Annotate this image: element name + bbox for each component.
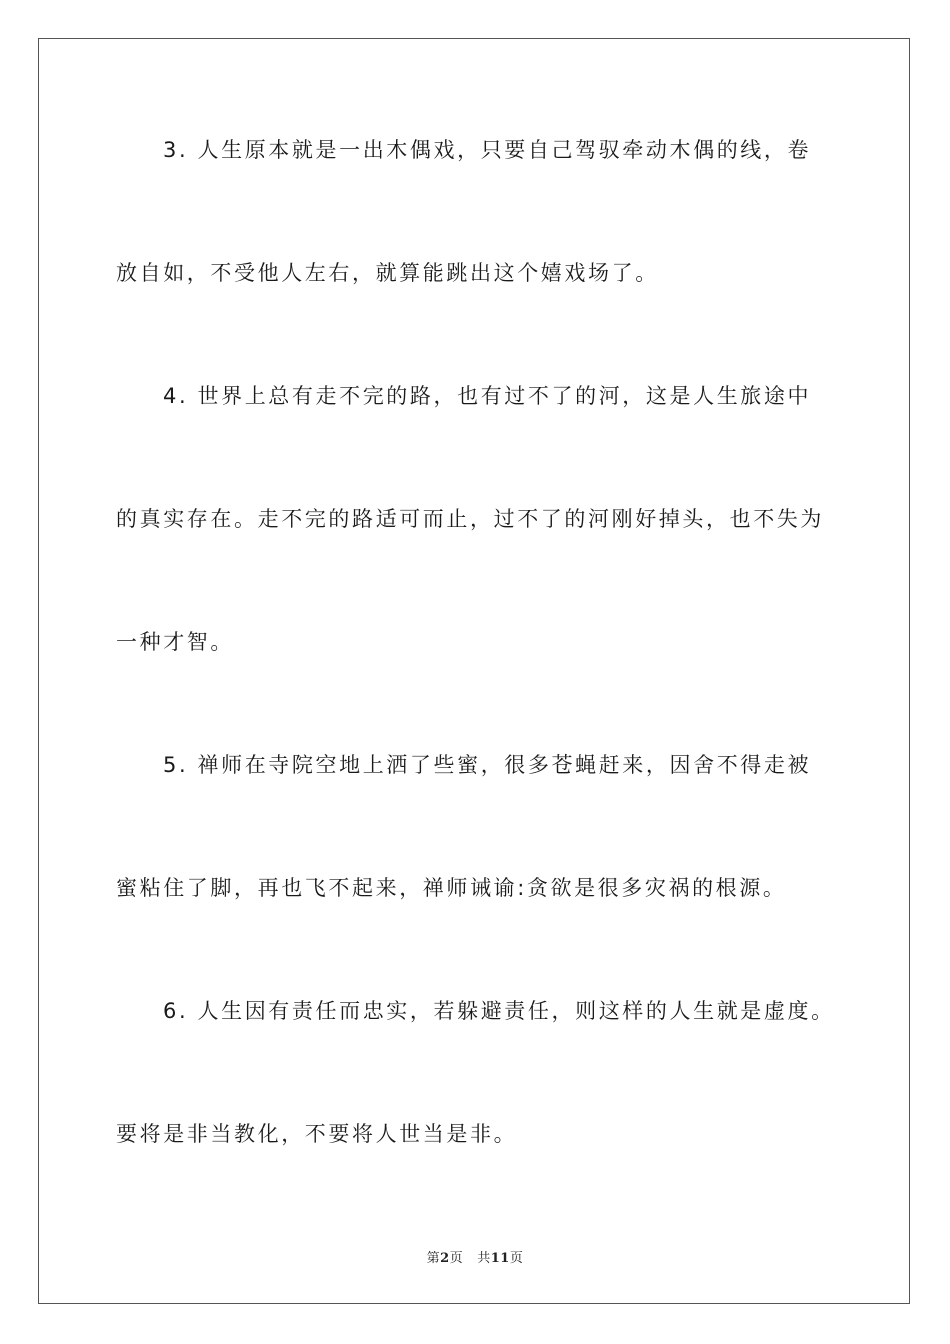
paragraph-4-line-1: 4. 世界上总有走不完的路，也有过不了的河，这是人生旅途中	[163, 384, 812, 408]
page-border	[38, 38, 910, 1304]
footer-total-pages: 11	[490, 1251, 510, 1266]
footer-total-prefix: 共	[477, 1251, 491, 1266]
footer-page-suffix: 页	[449, 1251, 464, 1266]
paragraph-5-line-2: 蜜粘住了脚，再也飞不起来，禅师诫谕:贪欲是很多灾祸的根源。	[116, 876, 787, 900]
paragraph-3-line-1: 3. 人生原本就是一出木偶戏，只要自己驾驭牵动木偶的线，卷	[163, 138, 812, 162]
paragraph-5-line-1: 5. 禅师在寺院空地上洒了些蜜，很多苍蝇赶来，因舍不得走被	[163, 753, 812, 777]
paragraph-3-line-2: 放自如，不受他人左右，就算能跳出这个嬉戏场了。	[116, 261, 659, 285]
paragraph-6-line-1: 6. 人生因有责任而忠实，若躲避责任，则这样的人生就是虚度。	[163, 999, 835, 1023]
paragraph-6-line-2: 要将是非当教化，不要将人世当是非。	[116, 1122, 518, 1146]
paragraph-4-line-2: 的真实存在。走不完的路适可而止，过不了的河刚好掉头，也不失为	[116, 507, 824, 531]
page-footer	[0, 1247, 950, 1266]
footer-page-prefix: 第	[426, 1251, 441, 1266]
paragraph-4-line-3: 一种才智。	[116, 630, 234, 654]
footer-total-suffix: 页	[509, 1251, 524, 1266]
footer-page-number: 2	[440, 1251, 450, 1266]
